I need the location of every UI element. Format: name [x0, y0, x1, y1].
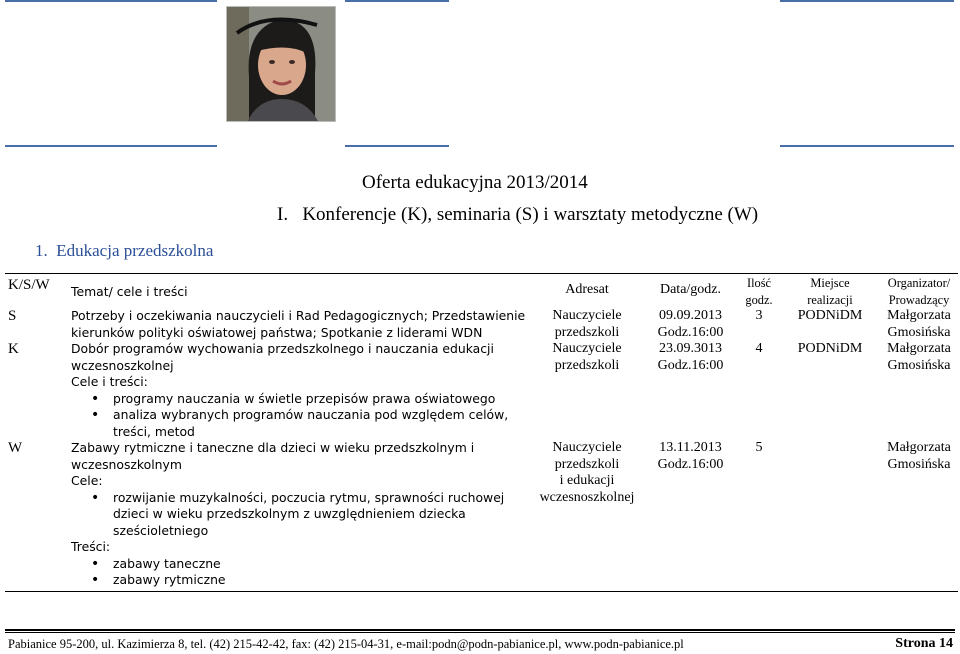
- list-item: • analiza wybranych programów nauczania pod względem celów, treści, metod: [113, 407, 531, 440]
- row-topic-text: Dobór programów wychowania przedszkolnego i nauczania edukacji wczesnoszkolnej: [71, 341, 494, 373]
- goals-list: [71, 490, 531, 540]
- footer-divider: [5, 629, 955, 631]
- row-topic: [63, 341, 531, 440]
- row-date: [643, 440, 738, 591]
- addressee-line: i edukacji: [559, 473, 615, 488]
- date-line: 13.11.2013: [659, 440, 722, 455]
- table-row: [5, 440, 958, 591]
- author-photo: [226, 6, 336, 122]
- list-item: • rozwijanie muzykalności, poczucia rytmu, sprawności ruchowej dzieci w wieku przedszkolnym z uwzględnieniem dziecka sześcioletniego: [113, 490, 531, 540]
- organizer-line: Małgorzata: [887, 341, 951, 356]
- header-organizer-line1: Organizator/: [887, 276, 951, 290]
- time-line: Godz.16:00: [657, 324, 724, 340]
- addressee-line: Nauczyciele: [552, 341, 622, 356]
- contents-list: [71, 556, 531, 589]
- addressee-line: wczesnoszkolnej: [539, 489, 635, 505]
- header-date: Data/godz.: [643, 274, 738, 309]
- addressee-line: Nauczyciele: [552, 308, 622, 323]
- row-place: [780, 440, 880, 591]
- table-row: [5, 308, 958, 341]
- page-number: Strona 14: [895, 636, 953, 651]
- top-rule-mid: [345, 0, 449, 2]
- time-line: Godz.16:00: [657, 456, 724, 472]
- footer-address: Pabianice 95-200, ul. Kazimierza 8, tel. (42) 215-42-42, fax: (42) 215-04-31, e-mail:podn@podn-pabianice.pl, www.podn-pabianice.pl: [8, 637, 684, 651]
- row-type: K: [8, 341, 19, 357]
- header-organizer-line2: Prowadzący: [888, 292, 950, 307]
- row-goals-label: Cele:: [71, 473, 103, 488]
- row-type: S: [8, 308, 17, 324]
- header-addressee: Adresat: [531, 274, 643, 309]
- header-topic: Temat/ cele i treści: [63, 274, 531, 309]
- mid-rule-right: [780, 145, 954, 147]
- row-topic-text: Zabawy rytmiczne i taneczne dla dzieci w wieku przedszkolnym i wczesnoszkolnym: [71, 440, 475, 472]
- row-addressee: [531, 308, 643, 341]
- row-addressee: [531, 341, 643, 440]
- header-organizer: [880, 274, 958, 309]
- addressee-line: Nauczyciele: [552, 440, 622, 455]
- events-table: [5, 273, 958, 592]
- goals-list: [71, 391, 531, 441]
- date-line: 09.09.2013: [659, 308, 722, 323]
- table-header-row: [5, 274, 958, 309]
- row-organizer: [880, 341, 958, 440]
- row-type: W: [5, 440, 63, 591]
- row-place: PODNiDM: [797, 308, 863, 323]
- row-place: PODNiDM: [797, 341, 863, 356]
- row-topic: [63, 308, 531, 341]
- row-topic-text: Potrzeby i oczekiwania nauczycieli i Rad Pedagogicznych; Przedstawienie kierunków polityki oświatowej państwa; Spotkanie z liderami WDN: [71, 308, 526, 340]
- row-organizer: [880, 440, 958, 591]
- time-line: Godz.16:00: [657, 357, 724, 373]
- row-goals-label: Cele i treści:: [71, 374, 148, 389]
- top-rule-left: [5, 0, 217, 2]
- organizer-line: Gmosińska: [887, 357, 951, 373]
- row-date: [643, 308, 738, 341]
- row-hours: 3: [755, 308, 763, 323]
- row-addressee: [531, 440, 643, 591]
- date-line: 23.09.3013: [659, 341, 722, 356]
- addressee-line: przedszkoli: [554, 357, 620, 373]
- section-heading: I. Konferencje (K), seminaria (S) i warsztaty metodyczne (W): [277, 204, 759, 225]
- header-hours-line2: godz.: [745, 292, 773, 307]
- footer-divider-thin: [5, 632, 955, 633]
- list-item: • programy nauczania w świetle przepisów prawa oświatowego: [113, 391, 531, 408]
- addressee-line: przedszkoli: [554, 456, 620, 472]
- header-place: [780, 274, 880, 309]
- row-date: [643, 341, 738, 440]
- organizer-line: Gmosińska: [887, 324, 951, 340]
- organizer-line: Małgorzata: [887, 308, 951, 323]
- mid-rule-left: [5, 145, 217, 147]
- mid-rule-mid: [345, 145, 449, 147]
- list-item: • zabawy taneczne: [113, 556, 531, 573]
- list-item: • zabawy rytmiczne: [113, 572, 531, 589]
- addressee-line: przedszkoli: [554, 324, 620, 340]
- organizer-line: Gmosińska: [887, 456, 951, 472]
- document-title: Oferta edukacyjna 2013/2014: [362, 172, 588, 193]
- row-hours: 4: [755, 341, 763, 356]
- row-contents-label: Treści:: [71, 539, 111, 554]
- header-place-line2: realizacji: [807, 292, 853, 307]
- organizer-line: Małgorzata: [887, 440, 951, 455]
- header-hours: [738, 274, 780, 309]
- row-organizer: [880, 308, 958, 341]
- header-place-line1: Miejsce: [810, 276, 850, 290]
- header-ksw: K/S/W: [5, 274, 63, 309]
- header-hours-line1: Ilość: [746, 276, 772, 290]
- top-rule-right: [780, 0, 954, 2]
- table-row: [5, 341, 958, 440]
- row-hours: 5: [738, 440, 780, 591]
- subsection-heading: 1. Edukacja przedszkolna: [35, 241, 214, 260]
- row-topic: [63, 440, 531, 591]
